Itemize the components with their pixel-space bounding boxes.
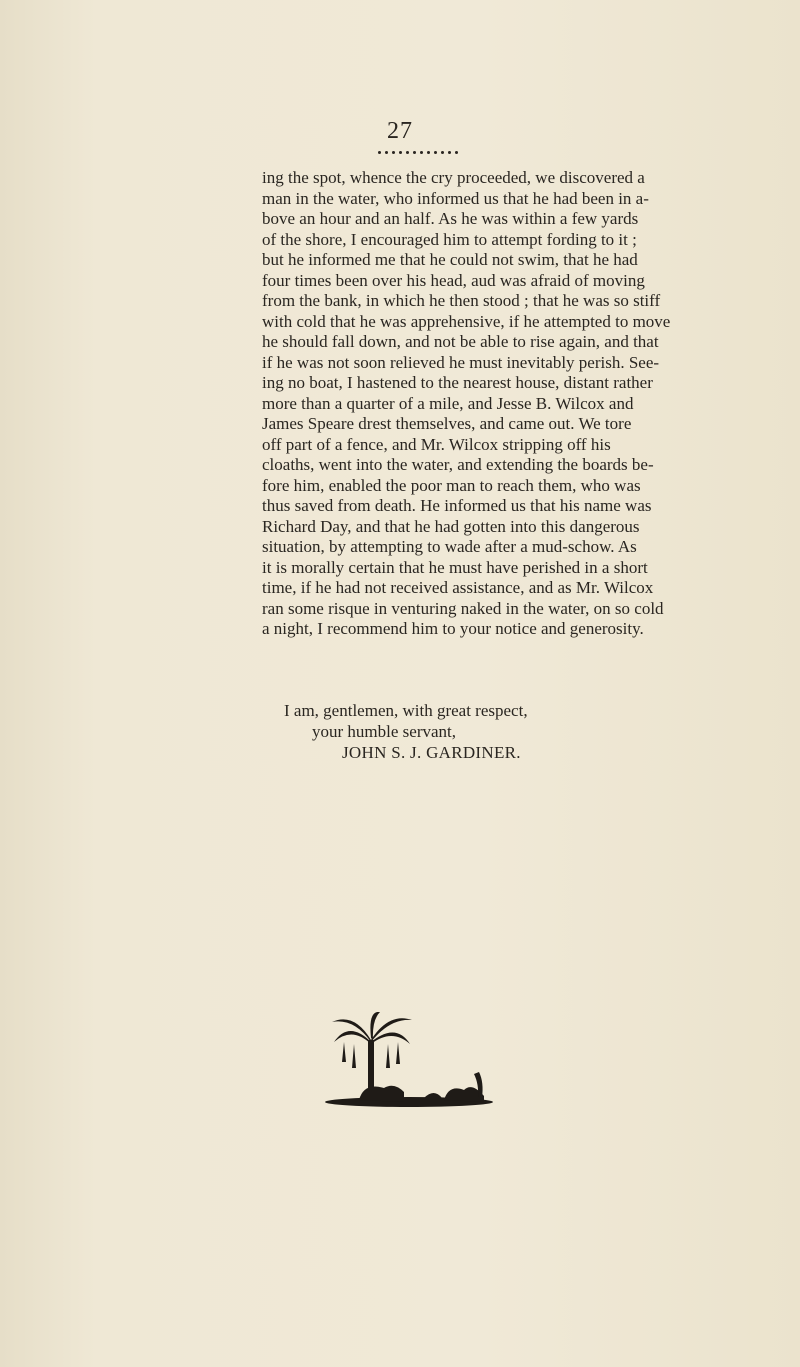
body-line: four times been over his head, aud was afraid of moving [262,270,645,290]
closing-salutation: I am, gentlemen, with great respect, [284,701,528,720]
signature: JOHN S. J. GARDINER. [342,743,521,762]
page-number: 27 [387,118,413,144]
body-line: if he was not soon relieved he must inevitably perish. See- [262,352,660,372]
body-line: ing no boat, I hastened to the nearest house, distant rather [262,373,653,392]
body-line: of the shore, I encouraged him to attempt fording to it ; [262,229,637,249]
body-line: Richard Day, and that he had gotten into this dangerous [262,516,640,536]
body-line: but he informed me that he could not swim, that he had [262,250,638,269]
body-line: from the bank, in which he then stood ; that he was so stiff [262,291,661,310]
body-line: man in the water, who informed us that he had been in a- [262,188,649,208]
body-line: fore him, enabled the poor man to reach them, who was [262,475,641,495]
letter-body [262,168,671,640]
body-line: James Speare drest themselves, and came out. We tore [262,414,632,433]
body-line: bove an hour and an half. As he was within a few yards [262,209,639,228]
palm-tree-icon [324,1012,494,1107]
body-line: with cold that he was apprehensive, if he attempted to move [262,311,671,331]
body-line: cloaths, went into the water, and extending the boards be- [262,455,654,474]
body-line: more than a quarter of a mile, and Jesse B. Wilcox and [262,393,634,413]
body-line: thus saved from death. He informed us that his name was [262,496,652,515]
body-line: it is morally certain that he must have perished in a short [262,557,648,577]
body-line: he should fall down, and not be able to rise again, and that [262,332,659,351]
body-line: a night, I recommend him to your notice and generosity. [262,619,644,638]
body-line: off part of a fence, and Mr. Wilcox stripping off his [262,434,611,454]
body-line: ran some risque in venturing naked in the water, on so cold [262,598,664,618]
body-line: time, if he had not received assistance, and as Mr. Wilcox [262,578,654,597]
body-line: ing the spot, whence the cry proceeded, we discovered a [262,168,645,187]
dotted-rule [378,148,458,156]
closing-complimentary: your humble servant, [312,722,456,741]
body-line: situation, by attempting to wade after a mud-schow. As [262,537,637,556]
